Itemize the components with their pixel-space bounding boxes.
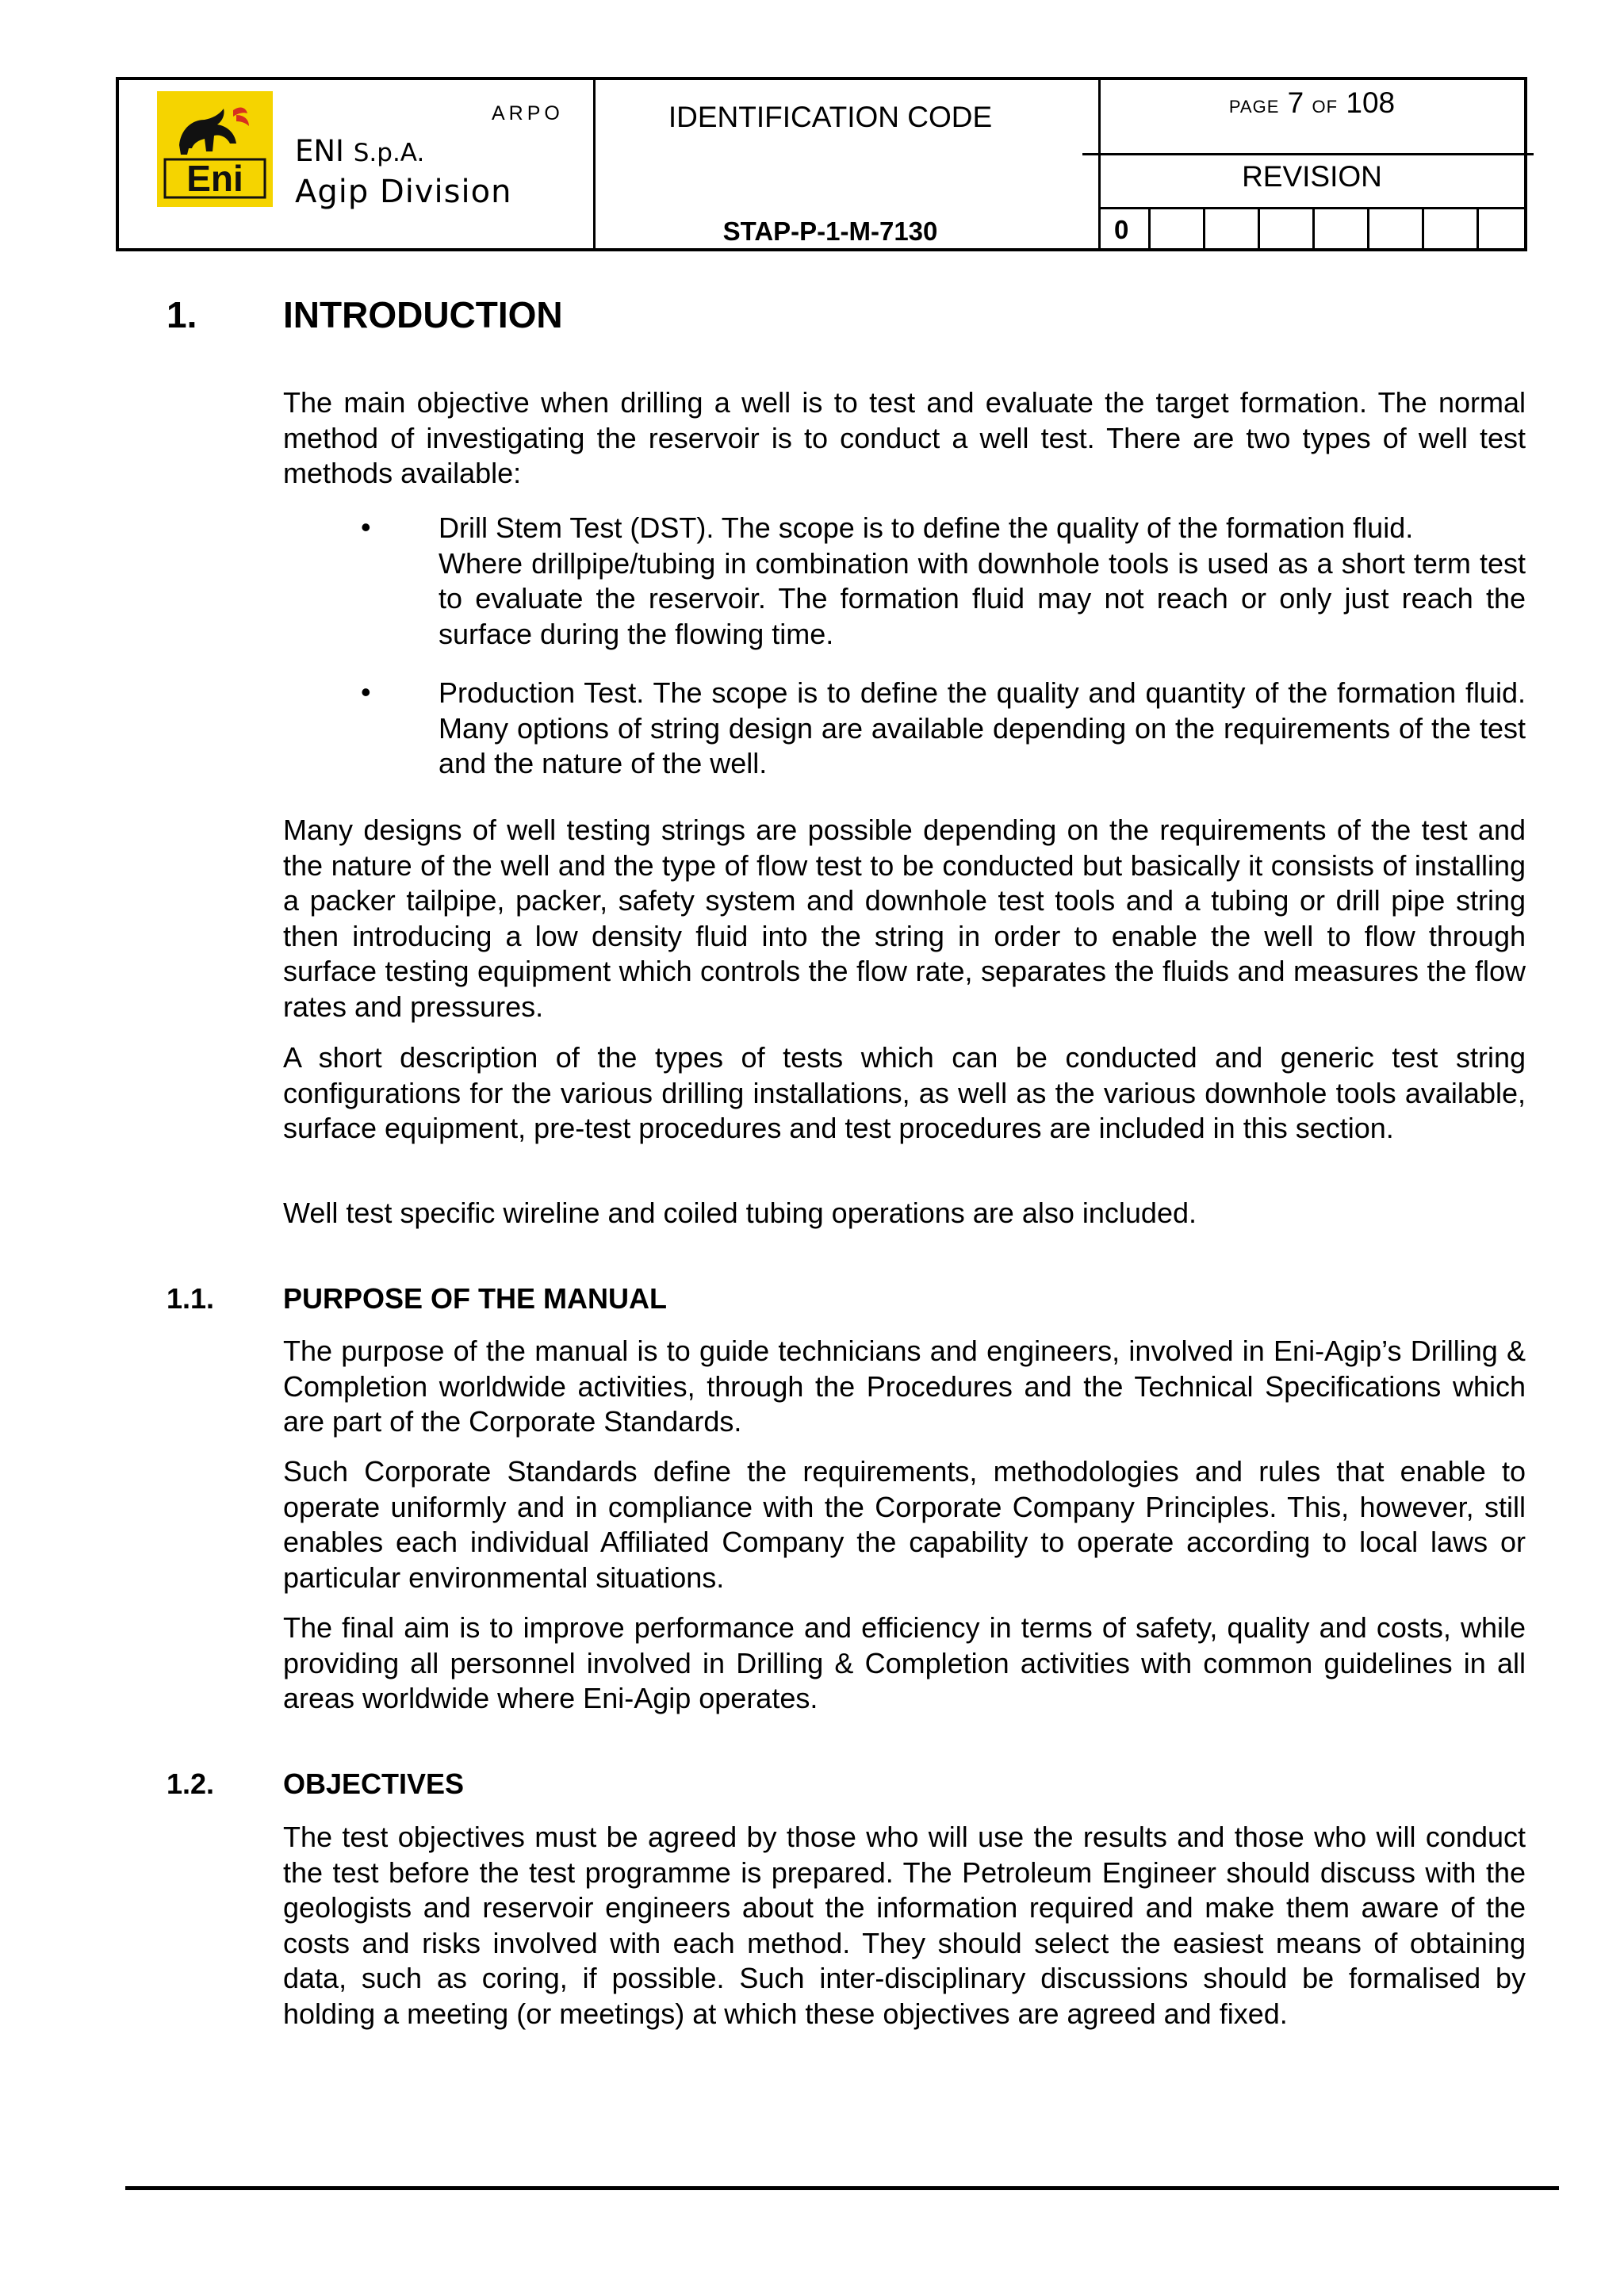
revision-cell-divider xyxy=(1203,207,1205,248)
section-title: OBJECTIVES xyxy=(283,1767,465,1800)
page-number: PAGE 7 OF 108 xyxy=(1228,86,1396,119)
revision-cell-divider xyxy=(1477,207,1479,248)
identification-code-value: STAP-P-1-M-7130 xyxy=(722,216,938,246)
document-header xyxy=(116,77,1527,251)
bullet-icon: • xyxy=(361,511,371,543)
identification-code-label: IDENTIFICATION CODE xyxy=(668,101,993,133)
footer-rule xyxy=(125,2186,1559,2190)
section-number: 1. xyxy=(167,294,197,335)
section-number: 1.2. xyxy=(167,1767,215,1800)
arpo-label: ARPO xyxy=(492,102,564,124)
svg-text:Eni: Eni xyxy=(186,158,243,199)
revision-cell-divider xyxy=(1312,207,1315,248)
revision-cell-divider xyxy=(1422,207,1424,248)
paragraph: The test objectives must be agreed by those who will use the results and those who will conduct the test before the test programme is prepared. The Petroleum Engineer should discuss with the geologists and reservoir engineers about the information required and make them aware of the costs and risks involved with each method. They should select the easiest means of obtaining data, such as coring, if possible. Such inter-disciplinary discussions should be formalised by holding a meeting (or meetings) at which these objectives are agreed and fixed. xyxy=(283,1821,1526,2030)
paragraph: Such Corporate Standards define the requirements, methodologies and rules that enable to operate uniformly and in compliance with the Corporate Company Principles. This, however, still enables each individual Affiliated Company the capability to operate according to local laws or particular environmental situations. xyxy=(283,1455,1526,1594)
section-number: 1.1. xyxy=(167,1282,215,1315)
revision-cell-divider xyxy=(1367,207,1369,248)
paragraph: Well test specific wireline and coiled tubing operations are also included. xyxy=(283,1197,1197,1229)
bullet-item: Production Test. The scope is to define the quality and quantity of the formation fluid. Many options of string design are available depending on the requirements of the test and the nature of the well. xyxy=(439,676,1526,779)
paragraph: The purpose of the manual is to guide technicians and engineers, involved in Eni-Agip’s Drilling & Completion worldwide activities, through the Procedures and the Technical Specifications which are part of the Corporate Standards. xyxy=(283,1335,1526,1438)
revision-cell-divider xyxy=(1148,207,1151,248)
bullet-icon: • xyxy=(361,676,371,708)
eni-logo xyxy=(157,91,273,207)
paragraph: The main objective when drilling a well is to test and evaluate the target formation. The normal method of investigating the reservoir is to conduct a well test. There are two types of well test methods available: xyxy=(283,386,1526,489)
paragraph: Many designs of well testing strings are possible depending on the requirements of the test and the nature of the well and the type of flow test to be conducted but basically it consists of installing a packer tailpipe, packer, safety system and downhole test tools and a tubing or drill pipe string then introducing a low density fluid into the string in order to enable the well to flow through surface testing equipment which controls the flow rate, separates the fluids and measures the flow rates and pressures. xyxy=(283,814,1526,1023)
company-name: ENI S.p.A. xyxy=(295,134,425,168)
header-divider xyxy=(1098,207,1524,209)
division-name: Agip Division xyxy=(295,174,512,210)
revision-value: 0 xyxy=(1114,215,1129,244)
revision-cell-divider xyxy=(1258,207,1260,248)
header-divider xyxy=(1082,153,1534,155)
paragraph: A short description of the types of tests which can be conducted and generic test string configurations for the various drilling installations, as well as the various downhole tools available, surface equipment, pre-test procedures and test procedures are included in this section. xyxy=(283,1041,1526,1144)
section-title: PURPOSE OF THE MANUAL xyxy=(283,1282,668,1315)
paragraph: The final aim is to improve performance and efficiency in terms of safety, quality and costs, while providing all personnel involved in Drilling & Completion activities with common guidelines in all areas worldwide where Eni-Agip operates. xyxy=(283,1611,1526,1714)
section-title: INTRODUCTION xyxy=(283,294,563,335)
bullet-item: Drill Stem Test (DST). The scope is to define the quality of the formation fluid. Where drillpipe/tubing in combination with downhole tools is used as a short term test to evaluate the reservoir. The formation fluid may not reach or only just reach the surface during the flowing time. xyxy=(439,511,1526,650)
revision-label: REVISION xyxy=(1242,160,1382,193)
